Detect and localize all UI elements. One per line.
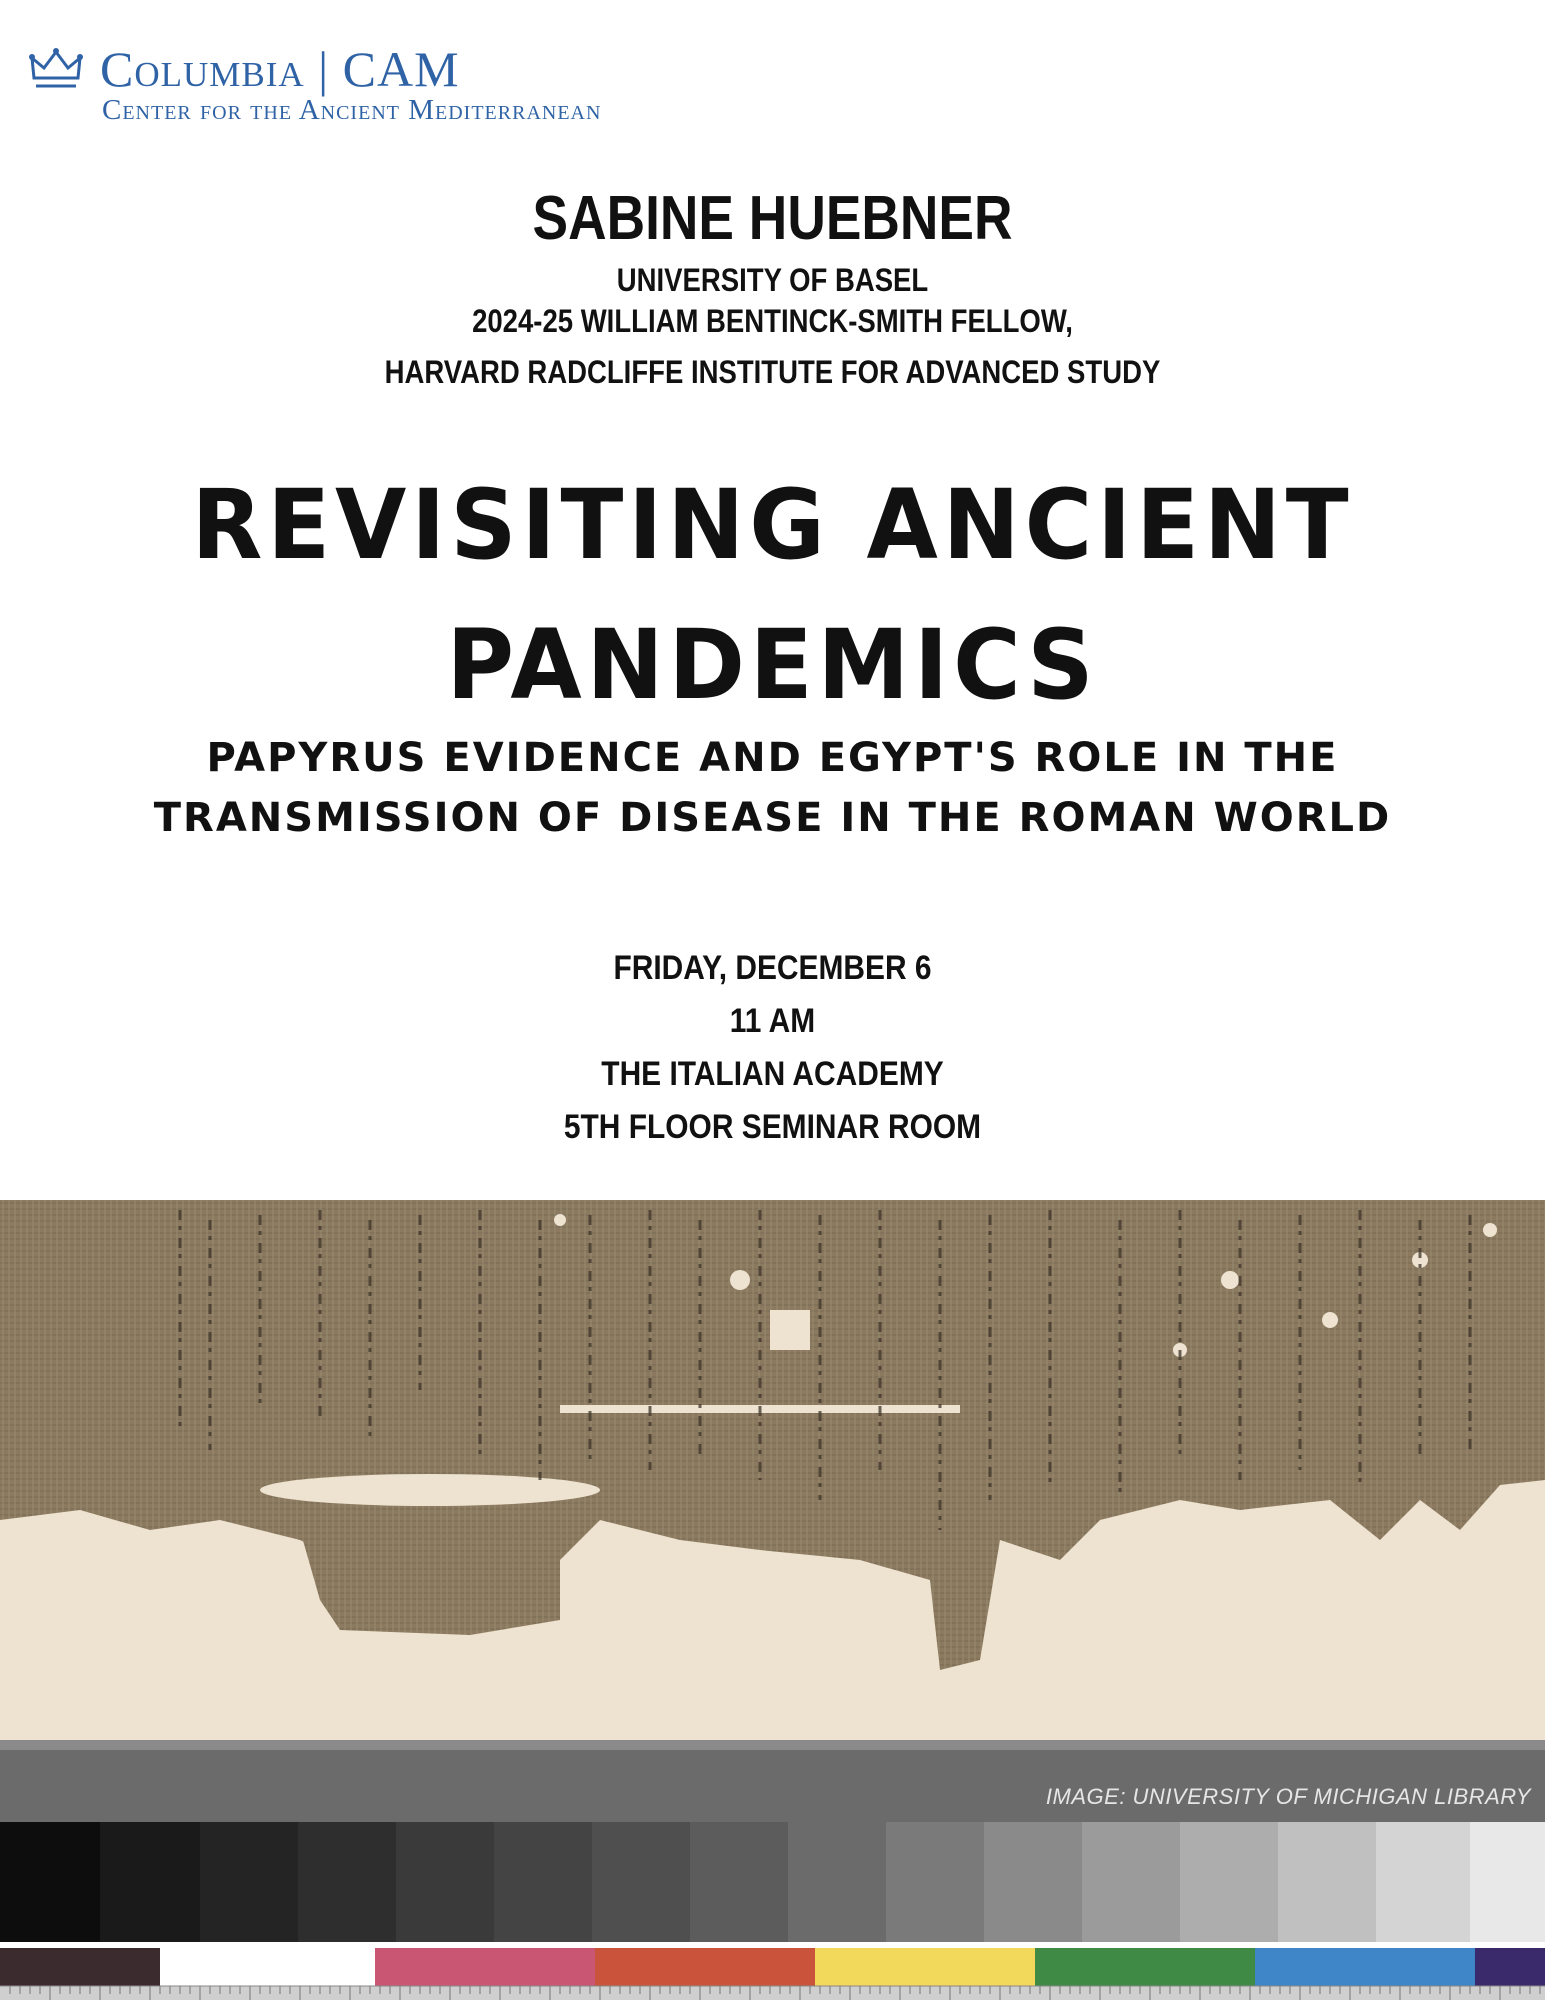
event-venue: THE ITALIAN ACADEMY bbox=[601, 1055, 944, 1093]
logo-main-text: Columbia | CAM bbox=[100, 41, 460, 97]
event-date: FRIDAY, DECEMBER 6 bbox=[613, 949, 932, 987]
talk-subtitle-line: PAPYRUS EVIDENCE AND EGYPT'S ROLE IN THE bbox=[206, 735, 1339, 781]
talk-subtitle bbox=[0, 728, 1545, 848]
speaker-affiliation-line: HARVARD RADCLIFFE INSTITUTE FOR ADVANCED STUDY bbox=[384, 354, 1161, 390]
papyrus-photo bbox=[0, 1200, 1545, 2000]
event-time: 11 AM bbox=[729, 1002, 816, 1040]
event-room: 5TH FLOOR SEMINAR ROOM bbox=[563, 1108, 982, 1146]
image-credit: IMAGE: UNIVERSITY OF MICHIGAN LIBRARY bbox=[1045, 1784, 1531, 1809]
crown-icon bbox=[28, 46, 84, 92]
speaker-affiliation-line: 2024-25 WILLIAM BENTINCK-SMITH FELLOW, bbox=[472, 303, 1073, 339]
logo-sub-text: Center for the Ancient Mediterranean bbox=[102, 94, 602, 126]
talk-subtitle-line: TRANSMISSION OF DISEASE IN THE ROMAN WORLD bbox=[153, 795, 1392, 841]
talk-title-line: PANDEMICS bbox=[446, 609, 1099, 721]
talk-title-line: REVISITING ANCIENT bbox=[191, 469, 1354, 581]
speaker-name: SABINE HUEBNER bbox=[532, 184, 1013, 253]
talk-title bbox=[31, 455, 1514, 735]
speaker-affiliation-line: UNIVERSITY OF BASEL bbox=[616, 262, 929, 298]
columbia-cam-logo bbox=[28, 40, 788, 130]
